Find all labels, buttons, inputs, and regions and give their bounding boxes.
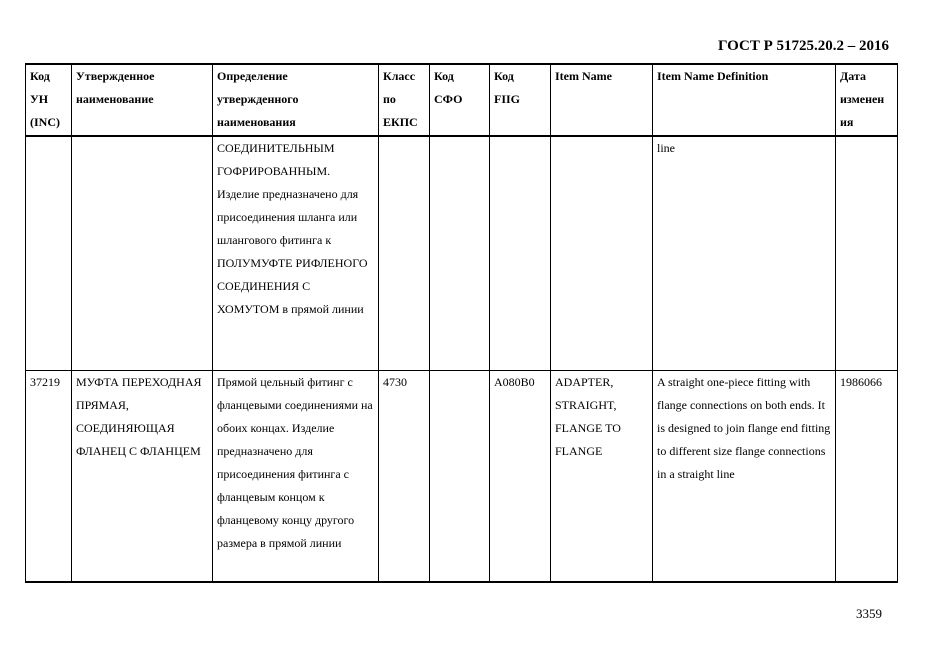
- cell-definition: СОЕДИНИТЕЛЬНЫМ ГОФРИРОВАННЫМ. Изделие предназначено для присоединения шланга или шлангового фитинга к ПОЛУМУФТЕ РИФЛЕНОГО СОЕДИНЕНИЯ С ХОМУТОМ в прямой линии: [213, 136, 379, 370]
- cell-item-name: [551, 136, 653, 370]
- column-header: Код FIIG: [490, 64, 551, 136]
- cell-name: [72, 136, 213, 370]
- table-row: [26, 370, 898, 582]
- column-header: Item Name Definition: [653, 64, 836, 136]
- cell-fiig: A080B0: [490, 370, 551, 582]
- table-row: [26, 136, 898, 370]
- cell-name: МУФТА ПЕРЕХОДНАЯ ПРЯМАЯ, СОЕДИНЯЮЩАЯ ФЛАНЕЦ С ФЛАНЦЕМ: [72, 370, 213, 582]
- cell-class: 4730: [379, 370, 430, 582]
- cell-sfo: [430, 136, 490, 370]
- column-header: Класс по ЕКПС: [379, 64, 430, 136]
- cell-inc: [26, 136, 72, 370]
- cell-item-def: A straight one-piece fitting with flange connections on both ends. It is designed to join flange end fitting to different size flange connections in a straight line: [653, 370, 836, 582]
- document-code: ГОСТ Р 51725.20.2 – 2016: [717, 38, 889, 54]
- page-number: 3359: [856, 606, 882, 621]
- cell-inc: 37219: [26, 370, 72, 582]
- catalog-table: [25, 63, 898, 583]
- column-header: Код СФО: [430, 64, 490, 136]
- cell-date: 1986066: [836, 370, 898, 582]
- table-header-row: [26, 64, 898, 136]
- cell-item-name: ADAPTER, STRAIGHT, FLANGE TO FLANGE: [551, 370, 653, 582]
- column-header: Дата изменен ия: [836, 64, 898, 136]
- column-header: Item Name: [551, 64, 653, 136]
- column-header: Код УН (INC): [26, 64, 72, 136]
- column-header: Определение утвержденного наименования: [213, 64, 379, 136]
- cell-fiig: [490, 136, 551, 370]
- cell-sfo: [430, 370, 490, 582]
- cell-definition: Прямой цельный фитинг с фланцевыми соединениями на обоих концах. Изделие предназначено для присоединения фитинга с фланцевым концом к фланцевому концу другого размера в прямой линии: [213, 370, 379, 582]
- cell-date: [836, 136, 898, 370]
- cell-item-def: line: [653, 136, 836, 370]
- cell-class: [379, 136, 430, 370]
- column-header: Утвержденное наименование: [72, 64, 213, 136]
